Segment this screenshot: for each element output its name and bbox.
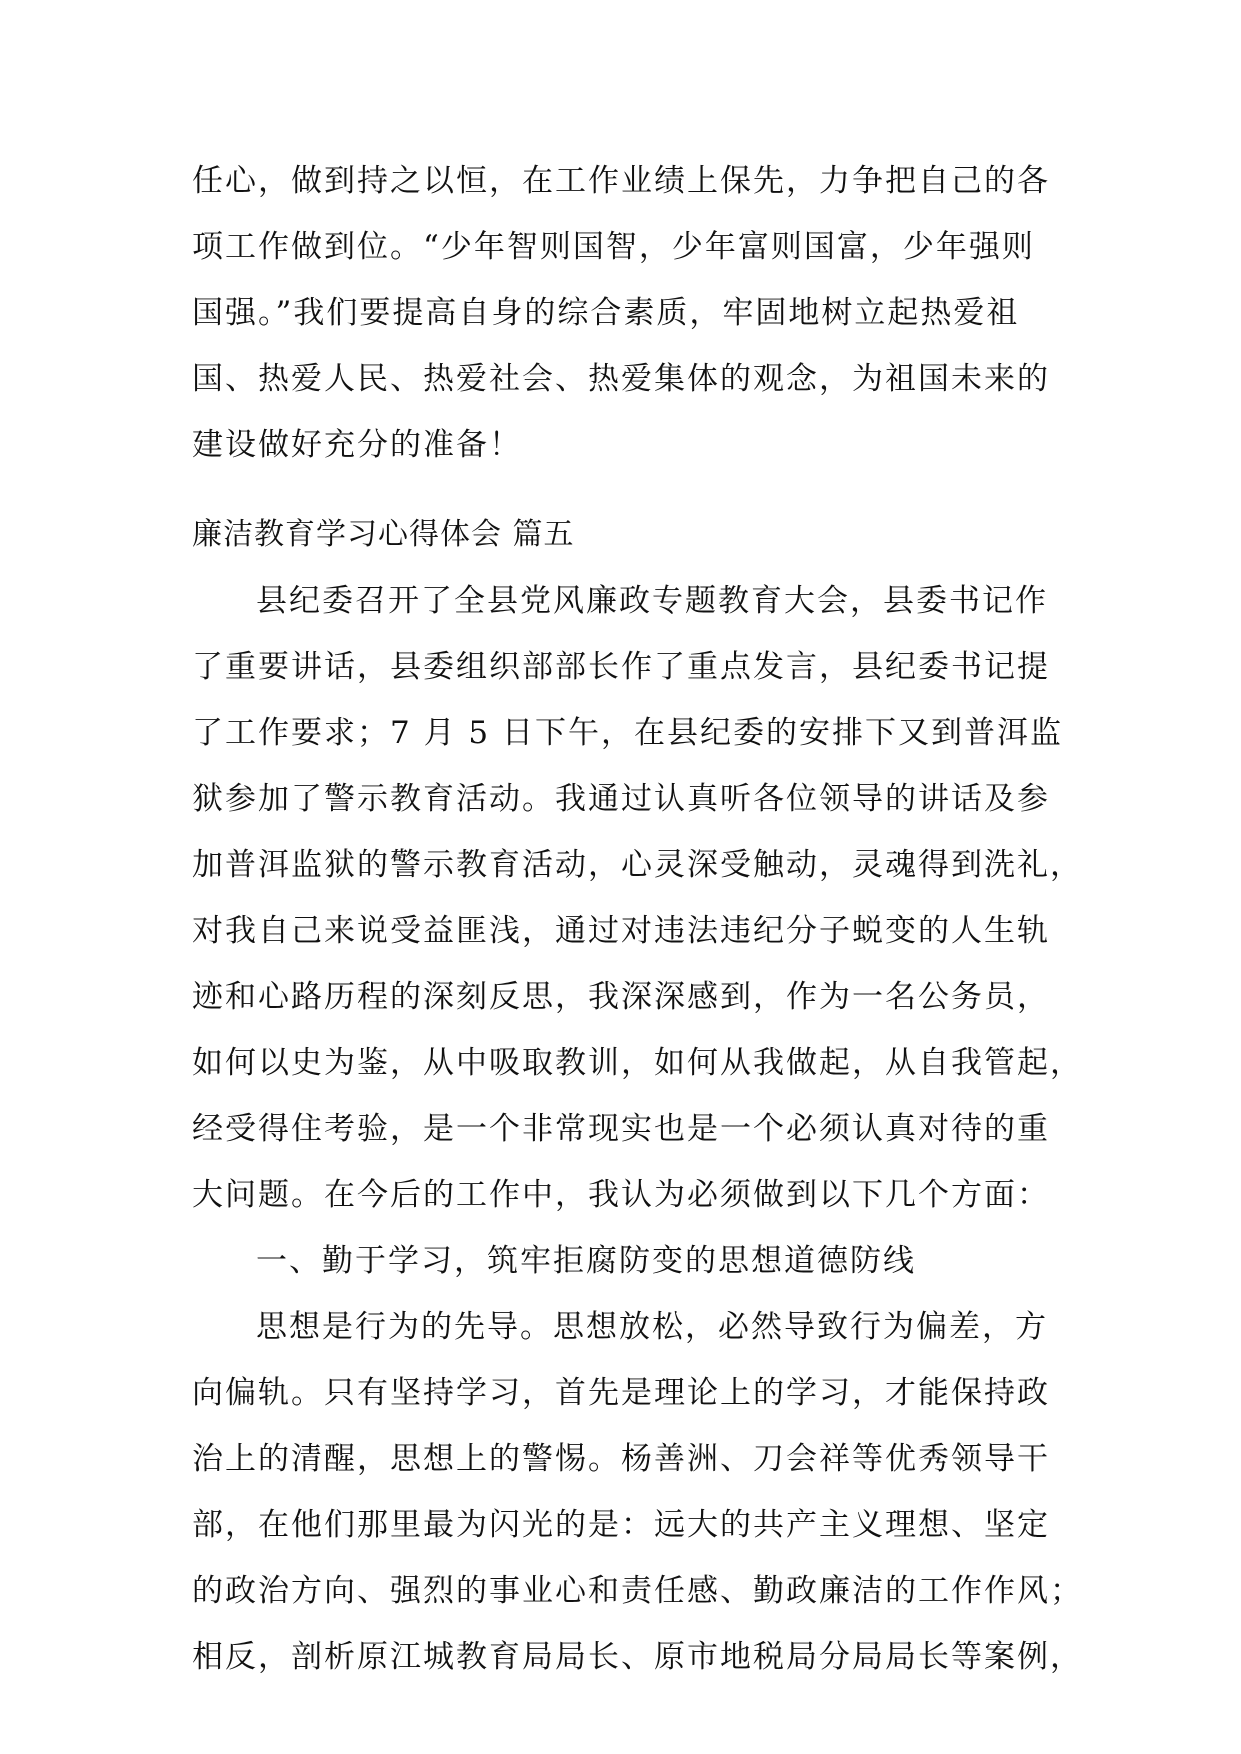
paragraph-line: 大问题。在今后的工作中，我认为必须做到以下几个方面： (192, 1177, 1050, 1213)
paragraph-line: 县纪委召开了全县党风廉政专题教育大会，县委书记作 (256, 583, 1048, 619)
paragraph-line: 任心，做到持之以恒，在工作业绩上保先，力争把自己的各 (192, 163, 1050, 199)
paragraph-line: 项工作做到位。“少年智则国智，少年富则国富，少年强则 (192, 229, 1035, 265)
section-heading: 廉洁教育学习心得体会 篇五 (192, 517, 575, 552)
subheading-block (192, 1228, 1052, 1294)
paragraph-line: 向偏轨。只有坚持学习，首先是理论上的学习，才能保持政 (192, 1375, 1050, 1411)
paragraph-line: 如何以史为鉴，从中吸取教训，如何从我做起，从自我管起， (192, 1045, 1083, 1081)
paragraph-line: 国、热爱人民、热爱社会、热爱集体的观念，为祖国未来的 (192, 361, 1050, 397)
paragraph-line: 了重要讲话，县委组织部部长作了重点发言，县纪委书记提 (192, 649, 1050, 685)
intro-paragraph (192, 568, 1083, 1228)
paragraph-line: 加普洱监狱的警示教育活动，心灵深受触动，灵魂得到洗礼， (192, 847, 1083, 883)
paragraph-line: 思想是行为的先导。思想放松，必然导致行为偏差，方 (256, 1309, 1048, 1345)
paragraph-line: 的政治方向、强烈的事业心和责任感、勤政廉洁的工作作风； (192, 1573, 1083, 1609)
paragraph-line: 对我自己来说受益匪浅，通过对违法违纪分子蜕变的人生轨 (192, 913, 1050, 949)
subheading: 一、勤于学习，筑牢拒腐防变的思想道德防线 (256, 1243, 916, 1279)
paragraph-line: 部，在他们那里最为闪光的是：远大的共产主义理想、坚定 (192, 1507, 1050, 1543)
paragraph-line: 相反，剖析原江城教育局局长、原市地税局分局局长等案例， (192, 1639, 1083, 1675)
paragraph-line: 了工作要求；7 月 5 日下午，在县纪委的安排下又到普洱监 (192, 715, 1064, 751)
paragraph-line: 国强。”我们要提高自身的综合素质，牢固地树立起热爱祖 (192, 295, 1020, 331)
paragraph-line: 建设做好充分的准备！ (192, 427, 522, 463)
paragraph-line: 迹和心路历程的深刻反思，我深深感到，作为一名公务员， (192, 979, 1050, 1015)
section-heading-block (192, 502, 1052, 568)
paragraph-line: 经受得住考验，是一个非常现实也是一个必须认真对待的重 (192, 1111, 1050, 1147)
paragraph-line: 治上的清醒，思想上的警惕。杨善洲、刀会祥等优秀领导干 (192, 1441, 1050, 1477)
paragraph-line: 狱参加了警示教育活动。我通过认真听各位领导的讲话及参 (192, 781, 1050, 817)
top-paragraph (192, 148, 1052, 478)
body-paragraph (192, 1294, 1083, 1690)
